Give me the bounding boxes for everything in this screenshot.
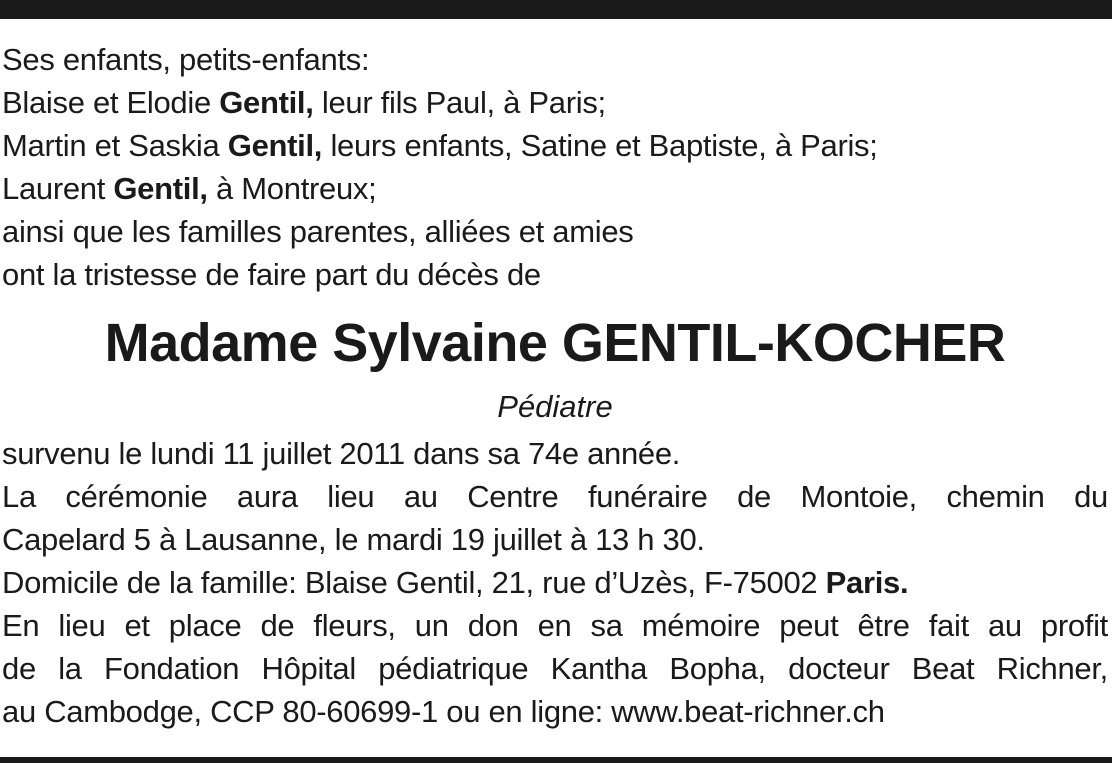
ceremony-line-2: Capelard 5 à Lausanne, le mardi 19 juillet à 13 h 30.: [2, 522, 705, 557]
bottom-rule: [0, 757, 1112, 763]
family-line-text: Martin et Saskia: [2, 128, 228, 163]
family-line-martin: [2, 124, 1108, 167]
family-intro: Ses enfants, petits-enfants:: [2, 42, 370, 77]
donation-line-3: au Cambodge, CCP 80-60699-1 ou en ligne: www.beat-richner.ch: [2, 694, 885, 729]
announcement-line: ont la tristesse de faire part du décès de: [2, 257, 541, 292]
notice-details: [2, 432, 1108, 733]
donation-line-1: En lieu et place de fleurs, un don en sa mémoire peut être fait au profit: [2, 608, 1108, 643]
family-line-blaise: [2, 81, 1108, 124]
domicile-text: Domicile de la famille: Blaise Gentil, 21, rue d’Uzès, F-75002: [2, 565, 826, 600]
domicile-line: [2, 561, 1108, 604]
deceased-profession: Pédiatre: [497, 389, 613, 424]
family-line-text: Blaise et Elodie: [2, 85, 220, 120]
deceased-name: Madame Sylvaine GENTIL-KOCHER: [104, 313, 1006, 373]
ceremony-line-1: La cérémonie aura lieu au Centre funéraire de Montoie, chemin du: [2, 479, 1108, 514]
family-line-laurent: [2, 167, 1108, 210]
obituary-notice: [2, 38, 1108, 733]
family-surname: Gentil,: [113, 171, 208, 206]
family-relatives: ainsi que les familles parentes, alliées et amies: [2, 214, 634, 249]
domicile-city: Paris.: [825, 565, 909, 600]
top-rule: [0, 0, 1112, 19]
family-surname: Gentil,: [227, 128, 323, 163]
death-date-line: survenu le lundi 11 juillet 2011 dans sa 74e année.: [2, 436, 681, 471]
family-line-text: leurs enfants, Satine et Baptiste, à Paris;: [322, 128, 878, 163]
donation-line-2: de la Fondation Hôpital pédiatrique Kantha Bopha, docteur Beat Richner,: [2, 651, 1108, 686]
family-line-text: Laurent: [2, 171, 114, 206]
family-surname: Gentil,: [219, 85, 314, 120]
family-line-text: à Montreux;: [207, 171, 377, 206]
family-line-text: leur fils Paul, à Paris;: [313, 85, 606, 120]
